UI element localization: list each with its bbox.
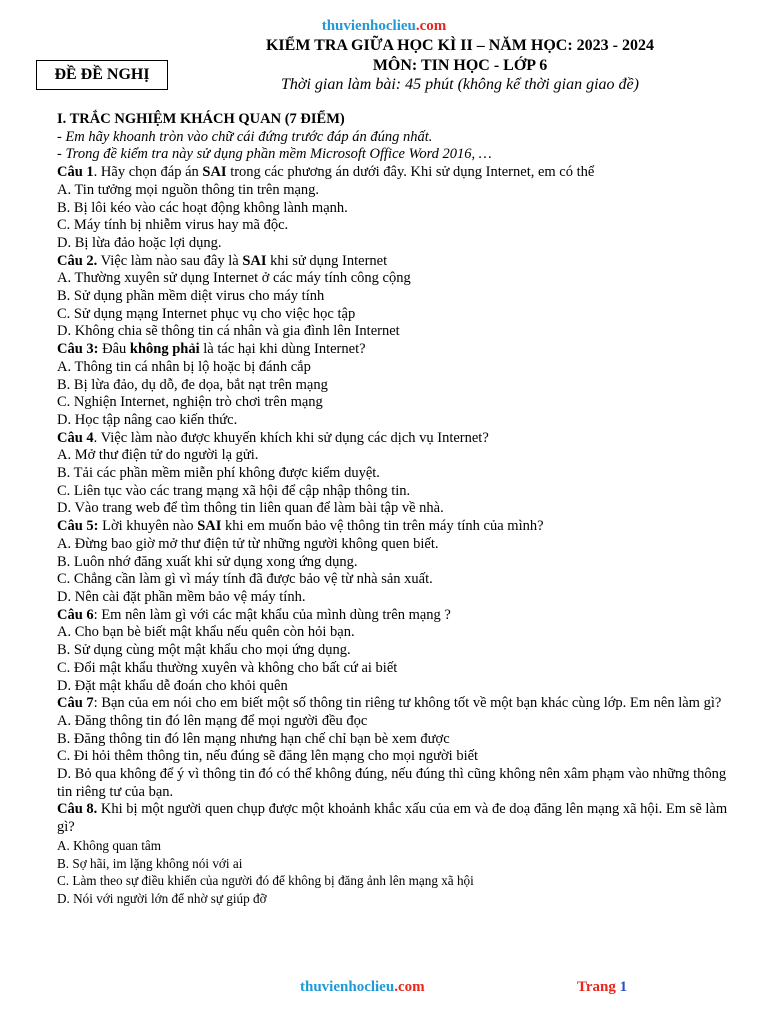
section-title: I. TRẮC NGHIỆM KHÁCH QUAN (7 ĐIỂM) (57, 111, 345, 127)
page-number (577, 979, 627, 996)
answer-option: B. Bị lôi kéo vào các hoạt động không lành mạnh. (57, 199, 348, 216)
answer-option: C. Sử dụng mạng Internet phục vụ cho việc học tập (57, 305, 356, 322)
answer-option: B. Đăng thông tin đó lên mạng nhưng hạn chế chỉ bạn bè xem được (57, 730, 450, 747)
answer-option: B. Sợ hãi, im lặng không nói với ai (57, 855, 243, 871)
answer-option: A. Đừng bao giờ mở thư điện tử từ những người không quen biết. (57, 535, 439, 552)
question-text: Khi bị một người quen chụp được một khoảnh khắc xấu của em và đe doạ đăng lên mạng xã hội. Em sẽ làm gì? (57, 801, 728, 836)
question-text: khi em muốn bảo vệ thông tin trên máy tính của mình? (221, 518, 544, 535)
answer-option: A. Thường xuyên sử dụng Internet ở các máy tính công cộng (57, 270, 411, 287)
answer-option: B. Tải các phần mềm miễn phí không được kiểm duyệt. (57, 465, 380, 482)
question-bold-text: SAI (242, 252, 267, 269)
question-bold-text: Câu 7 (57, 695, 94, 712)
answer-option: D. Vào trang web để tìm thông tin liên quan để làm bài tập về nhà. (57, 500, 444, 517)
answer-option: A. Cho bạn bè biết mật khẩu nếu quên còn hỏi bạn. (57, 624, 355, 641)
exam-content (57, 111, 737, 908)
question-stem (57, 253, 737, 271)
answer-option: B. Sử dụng cùng một mật khẩu cho mọi ứng dụng. (57, 642, 351, 659)
question-bold-text: Câu 5: (57, 518, 99, 535)
page-number-value: 1 (619, 979, 628, 995)
answer-option: A. Mở thư điện tử do người lạ gửi. (57, 447, 259, 464)
question-stem (57, 607, 737, 625)
answer-option: C. Đổi mật khẩu thường xuyên và không cho bất cứ ai biết (57, 659, 398, 676)
answer-option: A. Không quan tâm (57, 837, 162, 853)
answer-option: C. Đi hỏi thêm thông tin, nếu đúng sẽ đăng lên mạng cho mọi người biết (57, 748, 479, 765)
question-bold-text: Câu 4 (57, 429, 94, 446)
question-bold-text: Câu 3: (57, 341, 99, 358)
answer-option: D. Không chia sẽ thông tin cá nhân và gia đình lên Internet (57, 323, 400, 340)
question-list (57, 164, 737, 908)
question-text: : Bạn của em nói cho em biết một số thông tin riêng tư không tốt về một bạn khác cùng lớp. Em nên làm gì? (93, 695, 722, 712)
question-bold-text: không phải (129, 341, 200, 358)
instruction-note: - Trong đề kiểm tra này sử dụng phần mềm Microsoft Office Word 2016, … (57, 146, 492, 163)
question-bold-text: SAI (202, 164, 227, 181)
answer-option: C. Nghiện Internet, nghiện trò chơi trên mạng (57, 394, 323, 411)
question-stem (57, 341, 737, 359)
page-label: Trang (577, 979, 620, 995)
question-stem (57, 518, 737, 536)
proposal-box: ĐỀ ĐỀ NGHỊ (36, 60, 168, 90)
question-text: Đâu (98, 341, 130, 358)
exam-subject: MÔN: TIN HỌC - LỚP 6 (372, 57, 548, 74)
answer-option: B. Luôn nhớ đăng xuất khi sử dụng xong ứng dụng. (57, 553, 358, 570)
answer-option: D. Đặt mật khẩu dễ đoán cho khỏi quên (57, 677, 288, 694)
question-stem (57, 164, 737, 182)
question-bold-text: Câu 6 (57, 606, 94, 623)
question-bold-text: Câu 1 (57, 164, 94, 181)
question-bold-text: SAI (197, 518, 222, 535)
answer-option: D. Bỏ qua không để ý vì thông tin đó có thể không đúng, nếu đúng thì cũng không nên xâm phạm vào những thông tin riêng tư của bạn. (57, 766, 727, 800)
answer-option: D. Nói với người lớn để nhờ sự giúp đỡ (57, 891, 267, 907)
answer-option: A. Đăng thông tin đó lên mạng để mọi người đều đọc (57, 712, 368, 729)
answer-option: B. Sử dụng phần mềm diệt virus cho máy tính (57, 288, 325, 305)
footer-site (300, 979, 425, 996)
question-stem (57, 430, 737, 448)
question-text: Việc làm nào sau đây là (97, 252, 243, 269)
answer-option: C. Làm theo sự điều khiển của người đó để không bị đăng ảnh lên mạng xã hội (57, 873, 474, 889)
site-domain: .com (415, 18, 447, 34)
answer-option: A. Tin tưởng mọi nguồn thông tin trên mạng. (57, 181, 320, 198)
question-text: . Việc làm nào được khuyến khích khi sử dụng các dịch vụ Internet? (93, 429, 489, 446)
question-text: khi sử dụng Internet (266, 252, 388, 269)
question-text: là tác hại khi dùng Internet? (199, 341, 366, 358)
question-bold-text: Câu 8. (57, 801, 98, 818)
instruction-note: - Em hãy khoanh tròn vào chữ cái đứng trước đáp án đúng nhất. (57, 128, 433, 145)
question-text: Lời khuyên nào (98, 518, 198, 535)
question-text: : Em nên làm gì với các mật khẩu của mình dùng trên mạng ? (93, 606, 451, 623)
question-bold-text: Câu 2. (57, 252, 98, 269)
question-text: . Hãy chọn đáp án (93, 164, 203, 181)
exam-time: Thời gian làm bài: 45 phút (không kể thời gian giao đề) (281, 76, 639, 93)
answer-option: C. Chẳng cần làm gì vì máy tính đã được bảo vệ từ nhà sản xuất. (57, 571, 433, 588)
answer-option: A. Thông tin cá nhân bị lộ hoặc bị đánh cắp (57, 358, 311, 375)
answer-option: C. Máy tính bị nhiễm virus hay mã độc. (57, 217, 289, 234)
answer-option: C. Liên tục vào các trang mạng xã hội để cập nhập thông tin. (57, 482, 411, 499)
answer-option: D. Nên cài đặt phần mềm bảo vệ máy tính. (57, 588, 306, 605)
site-header (0, 18, 768, 35)
site-name: thuvienhoclieu (321, 18, 416, 34)
footer-site-domain: .com (394, 979, 425, 995)
exam-title: KIỂM TRA GIỮA HỌC KÌ II – NĂM HỌC: 2023 - 2024 (265, 37, 654, 54)
question-stem (57, 801, 737, 836)
answer-option: D. Bị lừa đảo hoặc lợi dụng. (57, 234, 222, 251)
answer-option: B. Bị lừa đảo, dụ dỗ, đe dọa, bắt nạt trên mạng (57, 376, 328, 393)
question-stem (57, 695, 737, 713)
footer-site-name: thuvienhoclieu (300, 979, 395, 995)
answer-option: D. Học tập nâng cao kiến thức. (57, 411, 238, 428)
question-text: trong các phương án dưới đây. Khi sử dụng Internet, em có thể (226, 164, 595, 181)
